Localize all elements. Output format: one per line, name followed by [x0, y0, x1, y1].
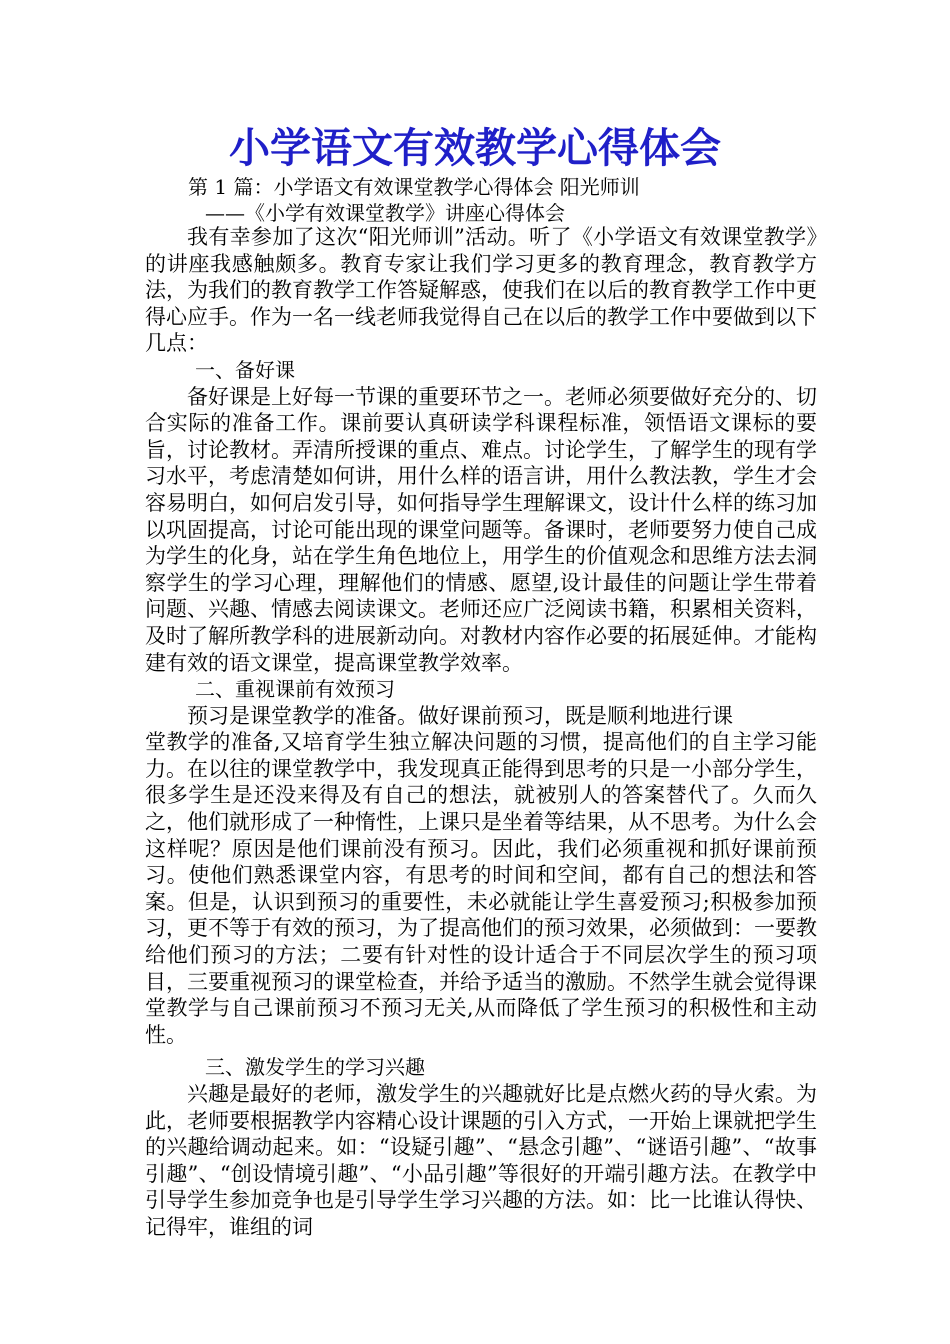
section-2-paragraph: 堂教学的准备,又培育学生独立解决问题的习惯，提高他们的自主学习能力。在以往的课堂教学中，我发现真正能得到思考的只是一小部分学生，很多学生是还没来得及有自己的想法，就被别人的答案替代了。久而久之，他们就形成了一种惰性，上课只是坐着等结果，从不思考。为什么会这样呢？原因是他们课前没有预习。因此，我们必须重视和抓好课前预习。使他们熟悉课堂内容，有思考的时间和空间，都有自己的想法和答案。但是，认识到预习的重要性，未必就能让学生喜爱预习;积极参加预习，更不等于有效的预习，为了提高他们的预习效果，必须做到：一要教给他们预习的方法；二要有针对性的设计适合于不同层次学生的预习项目，三要重视预习的课堂检查，并给予适当的激励。不然学生就会觉得课堂教学与自己课前预习不预习无关,从而降低了学生预习的积极性和主动性。: [145, 730, 817, 1047]
section-2-paragraph-start: 预习是课堂教学的准备。做好课前预习，既是顺利地进行课: [187, 703, 733, 728]
section-heading-3: 三、激发学生的学习兴趣: [205, 1055, 425, 1080]
document-body: [145, 224, 817, 1241]
document-title: 小学语文有效教学心得体会: [229, 124, 721, 172]
section-heading-2: 二、重视课前有效预习: [195, 677, 395, 702]
document-subtitle: 第 1 篇：小学语文有效课堂教学心得体会 阳光师训: [188, 175, 640, 199]
document-subtitle-2: ——《小学有效课堂教学》讲座心得体会: [205, 201, 565, 225]
section-heading-1: 一、备好课: [195, 357, 295, 382]
intro-paragraph: 我有幸参加了这次“阳光师训”活动。听了《小学语文有效课堂教学》的讲座我感触颇多。教育专家让我们学习更多的教育理念，教育教学方法，为我们的教育教学工作答疑解惑，使我们在以后的教育教学工作中更得心应手。作为一名一线老师我觉得自己在以后的教学工作中要做到以下几点：: [145, 225, 817, 356]
section-1-paragraph: 备好课是上好每一节课的重要环节之一。老师必须要做好充分的、切合实际的准备工作。课前要认真研读学科课程标准，领悟语文课标的要旨，讨论教材。弄清所授课的重点、难点。讨论学生，了解学生的现有学习水平，考虑清楚如何讲，用什么样的语言讲，用什么教法教，学生才会容易明白，如何启发引导，如何指导学生理解课文，设计什么样的练习加以巩固提高，讨论可能出现的课堂问题等。备课时，老师要努力使自己成为学生的化身，站在学生角色地位上，用学生的价值观念和思维方法去洞察学生的学习心理，理解他们的情感、愿望,设计最佳的问题让学生带着问题、兴趣、情感去阅读课文。老师还应广泛阅读书籍，积累相关资料，及时了解所教学科的进展新动向。对教材内容作必要的拓展延伸。才能构建有效的语文课堂，提高课堂教学效率。: [145, 384, 817, 675]
section-3-paragraph: 兴趣是最好的老师，激发学生的兴趣就好比是点燃火药的导火索。为此，老师要根据教学内容精心设计课题的引入方式，一开始上课就把学生的兴趣给调动起来。如：“设疑引趣”、“悬念引趣”、“谜语引趣”、“故事引趣”、“创设情境引趣”、“小品引趣”等很好的开端引趣方法。在教学中引导学生参加竞争也是引导学生学习兴趣的方法。如：比一比谁认得快、记得牢，谁组的词: [145, 1082, 817, 1239]
